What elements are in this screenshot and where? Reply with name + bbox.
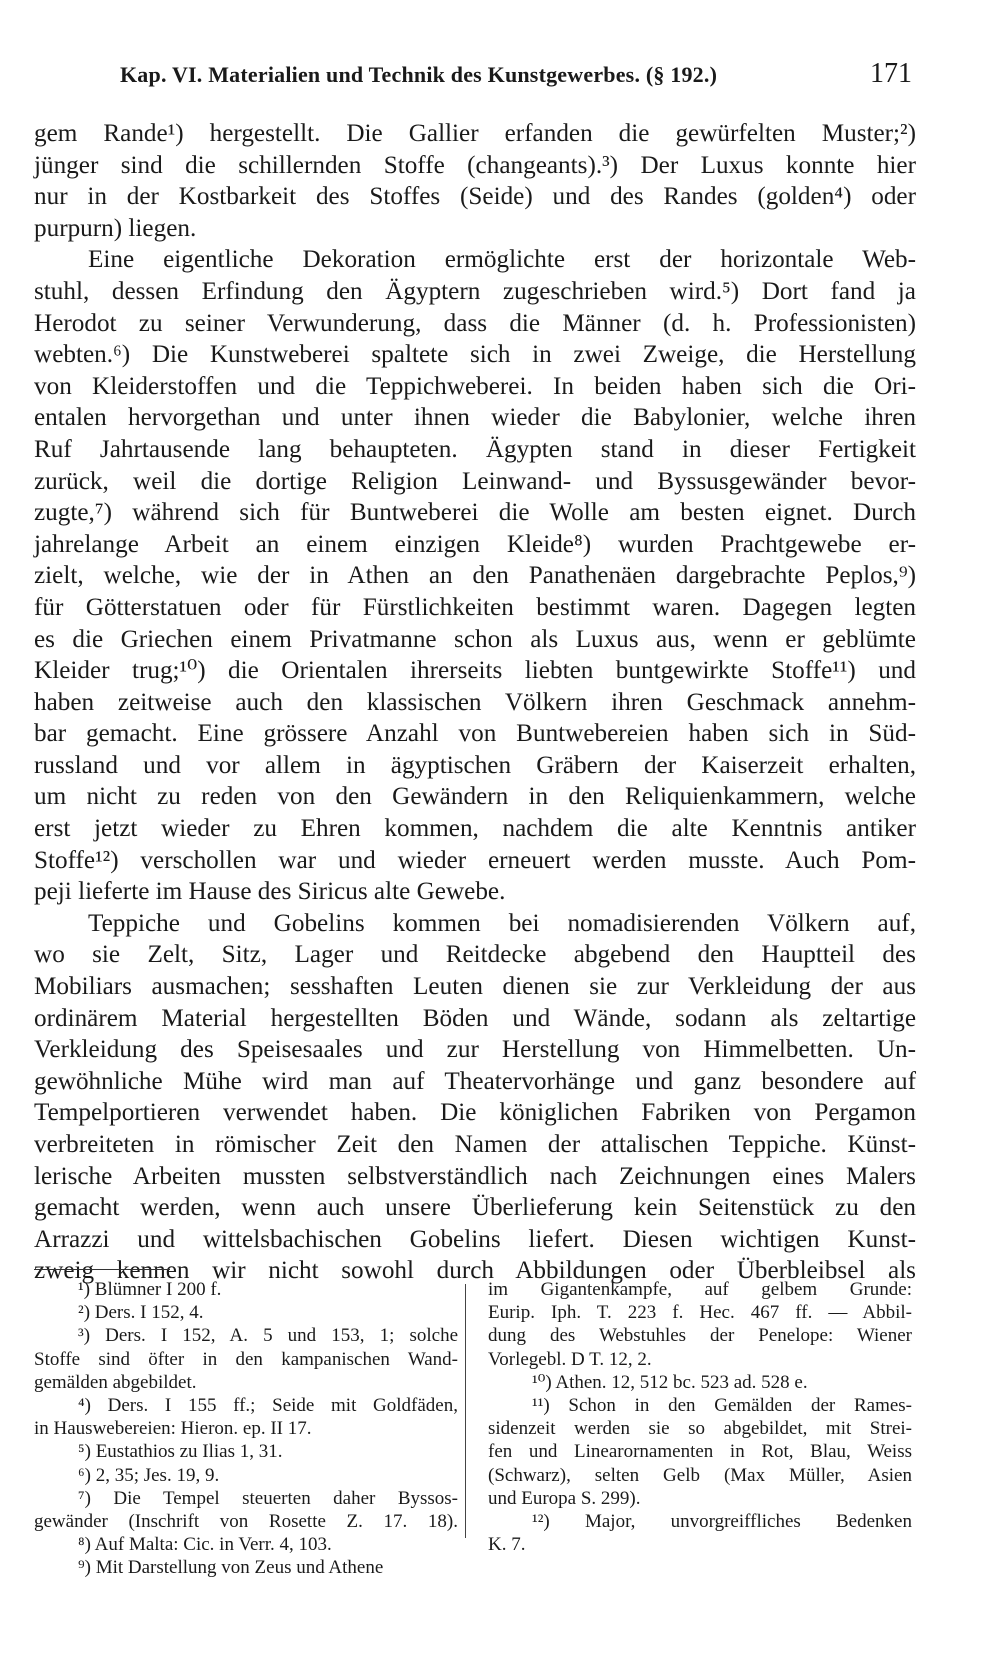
page-number: 171: [870, 58, 912, 89]
text-line: jahrelange Arbeit an einem einzigen Kleide⁸) wurden Prachtgewebe er-: [34, 530, 916, 558]
footnote-line: ⁵) Eustathios zu Ilias 1, 31.: [78, 1441, 283, 1463]
text-line: Ruf Jahrtausende lang behaupteten. Ägypten stand in dieser Fertigkeit: [34, 435, 916, 463]
footnote-line: sidenzeit werden sie so abgebildet, mit Strei-: [488, 1418, 912, 1440]
footnote-line: ⁶) 2, 35; Jes. 19, 9.: [78, 1464, 220, 1486]
text-line: zielt, welche, wie der in Athen an den Panathenäen dargebrachte Peplos,⁹): [34, 562, 916, 590]
text-line: Tempelportieren verwendet haben. Die königlichen Fabriken von Pergamon: [34, 1099, 916, 1127]
footnote-line: fen und Linearornamenten in Rot, Blau, Weiss: [488, 1441, 912, 1463]
footnote-line: gewänder (Inschrift von Rosette Z. 17. 18).: [34, 1510, 458, 1532]
text-line: zugte,⁷) während sich für Buntweberei die Wolle am besten eignet. Durch: [34, 499, 916, 527]
footnote-line: Vorlegebl. D T. 12, 2.: [488, 1348, 652, 1370]
text-line: webten.⁶) Die Kunstweberei spaltete sich in zwei Zweige, die Herstellung: [34, 341, 916, 369]
footnote-line: ¹) Blümner I 200 f.: [78, 1279, 222, 1300]
running-header: [112, 58, 912, 98]
text-line: Herodot zu seiner Verwunderung, dass die Männer (d. h. Professionisten): [34, 309, 916, 337]
footnote-line: im Gigantenkampfe, auf gelbem Grunde:: [488, 1279, 912, 1300]
text-line: zweig kennen wir nicht sowohl durch Abbildungen oder Überbleibsel als: [34, 1257, 916, 1285]
text-line: purpurn) liegen.: [34, 214, 197, 242]
footnote-line: ²) Ders. I 152, 4.: [78, 1302, 204, 1324]
footnotes-left-column: [34, 1278, 458, 1579]
text-line: peji lieferte im Hause des Siricus alte Gewebe.: [34, 878, 506, 906]
footnote-line: ¹²) Major, unvorgreiffliches Bedenken: [532, 1510, 912, 1532]
footnote-line: ⁹) Mit Darstellung von Zeus und Athene: [78, 1557, 384, 1579]
text-line: russland und vor allem in ägyptischen Gräbern der Kaiserzeit erhalten,: [34, 751, 916, 779]
text-line: verbreiteten in römischer Zeit den Namen der attalischen Teppiche. Künst-: [34, 1131, 916, 1158]
text-line: für Götterstatuen oder für Fürstlichkeiten bestimmt waren. Dagegen legten: [34, 593, 916, 621]
text-line: jünger sind die schillernden Stoffe (changeants).³) Der Luxus konnte hier: [34, 151, 916, 179]
text-line: stuhl, dessen Erfindung den Ägyptern zugeschrieben wird.⁵) Dort fand ja: [34, 277, 916, 305]
footnote-line: (Schwarz), selten Gelb (Max Müller, Asien: [488, 1464, 912, 1486]
main-text: [34, 118, 916, 1287]
text-line: bar gemacht. Eine grössere Anzahl von Buntwebereien haben sich in Süd-: [34, 720, 916, 748]
footnote-line: ³) Ders. I 152, A. 5 und 153, 1; solche: [78, 1325, 458, 1347]
text-line: zurück, weil die dortige Religion Leinwand- und Byssusgewänder bevor-: [34, 467, 916, 495]
text-line: ordinärem Material hergestellten Böden und Wände, sodann als zeltartige: [34, 1004, 916, 1032]
text-line: Mobiliars ausmachen; sesshaften Leuten dienen sie zur Verkleidung der aus: [34, 973, 916, 1001]
text-line: lerische Arbeiten mussten selbstverständlich nach Zeichnungen eines Malers: [34, 1162, 916, 1190]
text-line: entalen hervorgethan und unter ihnen wieder die Babylonier, welche ihren: [34, 404, 916, 432]
footnote-column-divider: [465, 1284, 466, 1538]
footnote-line: ¹⁰) Athen. 12, 512 bc. 523 ad. 528 e.: [532, 1371, 808, 1393]
text-line: wo sie Zelt, Sitz, Lager und Reitdecke abgebend den Hauptteil des: [34, 941, 916, 969]
running-title: Kap. VI. Materialien und Technik des Kunstgewerbes. (§ 192.): [120, 62, 718, 87]
footnote-line: in Hauswebereien: Hieron. ep. II 17.: [34, 1418, 312, 1440]
text-line: Teppiche und Gobelins kommen bei nomadisierenden Völkern auf,: [88, 909, 916, 937]
text-line: Eine eigentliche Dekoration ermöglichte erst der horizontale Web-: [88, 246, 916, 274]
footnotes-right-column: [488, 1278, 912, 1556]
text-line: gem Rande¹) hergestellt. Die Gallier erfanden die gewürfelten Muster;²): [34, 120, 916, 147]
text-line: es die Griechen einem Privatmanne schon als Luxus aus, wenn er geblümte: [34, 625, 916, 653]
footnote-line: ⁸) Auf Malta: Cic. in Verr. 4, 103.: [78, 1534, 332, 1556]
footnote-line: und Europa S. 299).: [488, 1487, 641, 1509]
text-line: Verkleidung des Speisesaales und zur Herstellung von Himmelbetten. Un-: [34, 1036, 916, 1064]
text-line: gewöhnliche Mühe wird man auf Theatervorhänge und ganz besondere auf: [34, 1067, 916, 1095]
text-line: um nicht zu reden von den Gewändern in den Reliquienkammern, welche: [34, 783, 916, 811]
footnote-line: gemälden abgebildet.: [34, 1371, 197, 1393]
text-line: Kleider trug;¹⁰) die Orientalen ihrerseits liebten buntgewirkte Stoffe¹¹) und: [34, 657, 916, 685]
footnote-line: ⁷) Die Tempel steuerten daher Byssos-: [78, 1487, 458, 1509]
footnote-line: ⁴) Ders. I 155 ff.; Seide mit Goldfäden,: [78, 1394, 458, 1416]
text-line: Stoffe¹²) verschollen war und wieder erneuert werden musste. Auch Pom-: [34, 846, 916, 874]
footnote-line: Eurip. Iph. T. 223 f. Hec. 467 ff. — Abbil-: [488, 1302, 912, 1324]
footnote-line: dung des Webstuhles der Penelope: Wiener: [488, 1325, 912, 1347]
text-line: von Kleiderstoffen und die Teppichweberei. In beiden haben sich die Ori-: [34, 372, 916, 400]
text-line: erst jetzt wieder zu Ehren kommen, nachdem die alte Kenntnis antiker: [34, 815, 916, 843]
text-line: nur in der Kostbarkeit des Stoffes (Seide) und des Randes (golden⁴) oder: [34, 183, 916, 211]
text-line: Arrazzi und wittelsbachischen Gobelins liefert. Diesen wichtigen Kunst-: [34, 1225, 916, 1253]
text-line: gemacht werden, wenn auch unsere Überlieferung kein Seitenstück zu den: [34, 1194, 916, 1222]
footnote-line: K. 7.: [488, 1534, 526, 1556]
footnote-line: Stoffe sind öfter in den kampanischen Wand-: [34, 1348, 458, 1370]
footnote-line: ¹¹) Schon in den Gemälden der Rames-: [532, 1394, 912, 1416]
footnote-rule: [34, 1269, 170, 1270]
text-line: haben zeitweise auch den klassischen Völkern ihren Geschmack annehm-: [34, 688, 916, 716]
